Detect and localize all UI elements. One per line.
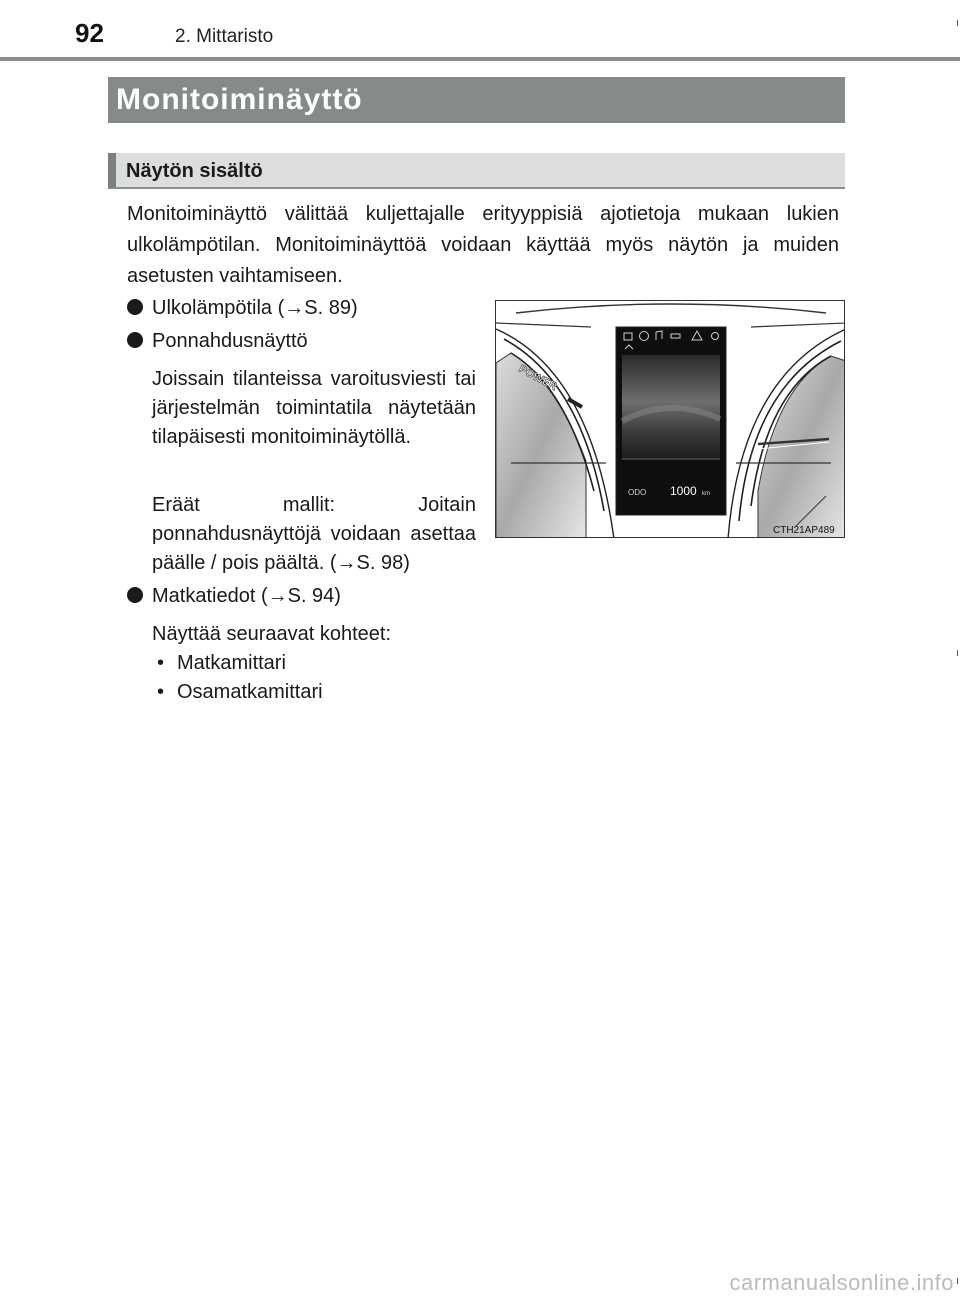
small-bullet-icon: • (157, 652, 165, 674)
crop-mark (957, 20, 958, 26)
popup-description: Joissain tilanteissa varoitusviesti tai järjestelmän toimintatila näytetään tilapäisesti monitoiminäytöllä. (152, 368, 476, 448)
chapter-title: 2. Mittaristo (175, 26, 274, 47)
header-rule (0, 57, 960, 61)
list-item-label: Matkatiedot (→S. 94) (152, 585, 341, 607)
list-item-label: Ponnahdusnäyttö (152, 330, 308, 352)
odo-label: ODO (628, 488, 647, 497)
list-item-trip-info (127, 581, 341, 612)
svg-text:POWER: POWER (516, 363, 559, 394)
instrument-cluster-illustration (496, 301, 845, 538)
bullet-icon (127, 299, 143, 315)
popup-settings-note: Eräät mallit: Joitain ponnahdusnäyttöjä voidaan asettaa päälle / pois päältä. (→S. 98) (152, 494, 476, 574)
bullet-icon (127, 587, 143, 603)
page-number: 92 (75, 18, 104, 48)
odo-unit: km (702, 491, 710, 497)
intro-paragraph: Monitoiminäyttö välittää kuljettajalle erityyppisiä ajotietoja mukaan lukien ulkolämpötilan. Monitoiminäyttöä voidaan käyttää myös näytön ja muiden asetusten vaihtamiseen. (127, 203, 839, 287)
sub-list-item: • Osamatkamittari (157, 678, 323, 707)
list-item-label: Ulkolämpötila (→S. 89) (152, 297, 358, 319)
small-bullet-icon: • (157, 681, 165, 703)
bullet-icon (127, 332, 143, 348)
sub-list-item: • Matkamittari (157, 649, 286, 678)
subsection-title: Näytön sisältö (108, 153, 845, 189)
watermark: carmanualsonline.info (729, 1270, 954, 1295)
list-item-popup-display (127, 326, 308, 357)
instrument-cluster-figure (495, 300, 845, 538)
odo-value: 1000 (670, 484, 697, 498)
trip-info-description: Näyttää seuraavat kohteet: (152, 623, 392, 645)
crop-mark (957, 650, 958, 656)
section-title: Monitoiminäyttö (108, 77, 845, 123)
crop-mark (957, 1278, 958, 1284)
figure-code: CTH21AP489 (773, 525, 835, 536)
list-item-outside-temp (127, 293, 358, 324)
